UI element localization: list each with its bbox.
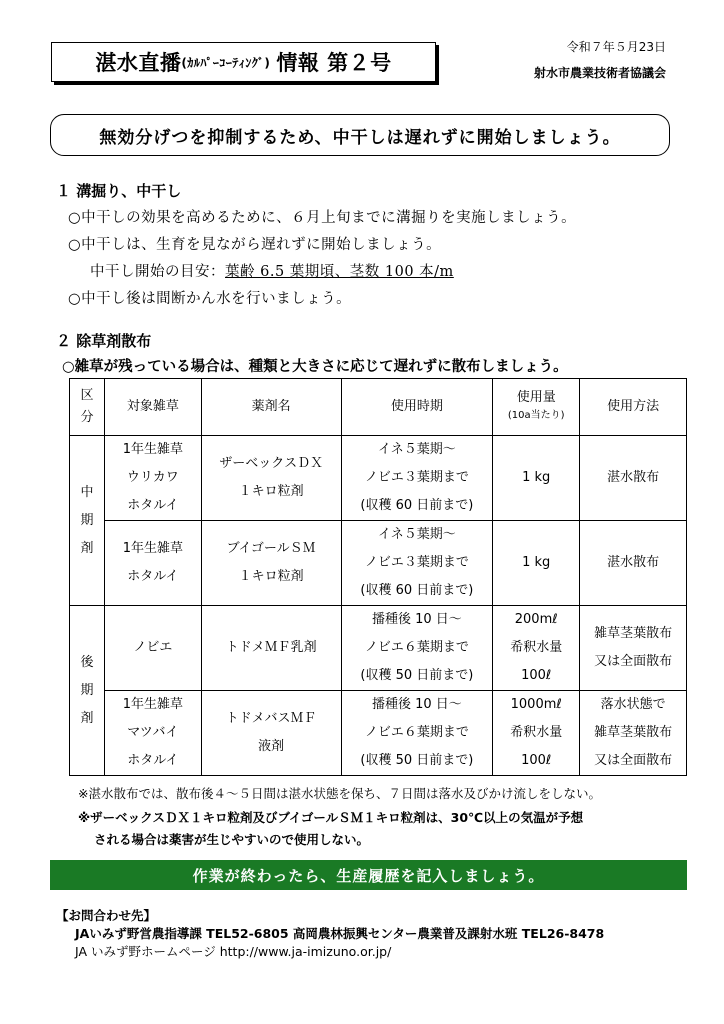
section1-line4: ○中干し後は間断かん水を行いましょう。: [68, 291, 352, 307]
table-row: [70, 606, 687, 691]
section1-line2: ○中干しは、生育を見ながら遅れずに開始しましょう。: [68, 237, 442, 253]
note-phytotoxicity-1: ※ザーベックスＤＸ１キロ粒剤及びブイゴールＳＭ１キロ粒剤は、30℃以上の気温が予想: [78, 810, 584, 825]
cell-method: 湛水散布: [580, 521, 687, 606]
cell-weeds: 1年生雑草 マツバイ ホタルイ: [104, 691, 201, 776]
group-label: 中期剤: [70, 436, 105, 606]
issue-date: 令和７年５月23日: [566, 40, 666, 54]
cell-amount: 1000mℓ 希釈水量 100ℓ: [493, 691, 580, 776]
page-title: [51, 42, 436, 82]
cell-weeds: 1年生雑草 ホタルイ: [104, 521, 201, 606]
contact-homepage: JA いみず野ホームページ http://www.ja-imizuno.or.jp/: [75, 944, 392, 959]
cell-chemical: ブイゴールＳＭ １キロ粒剤: [201, 521, 341, 606]
start-guide-value: 葉齢 6.5 葉期頃、茎数 100 本/m: [225, 264, 454, 280]
cell-method: 湛水散布: [580, 436, 687, 521]
cell-amount: 1 kg: [493, 521, 580, 606]
cell-chemical: ザーベックスＤＸ １キロ粒剤: [201, 436, 341, 521]
table-header-row: [70, 379, 687, 436]
table-row: [70, 691, 687, 776]
contact-phones: JAいみず野営農指導課 TEL52-6805 高岡農林振興センター農業普及課射水班 TEL26-8478: [75, 926, 605, 941]
cell-amount: 200mℓ 希釈水量 100ℓ: [493, 606, 580, 691]
title-paren: (ｶﾙﾊﾟｰｺｰﾃｨﾝｸﾞ): [181, 55, 271, 70]
herbicide-table: [69, 378, 687, 776]
title-rest: 情報 第２号: [276, 51, 392, 75]
col-category: 区分: [70, 379, 105, 436]
contact-heading: 【お問合わせ先】: [56, 908, 157, 923]
section2-lead: ○雑草が残っている場合は、種類と大きさに応じて遅れずに散布しましょう。: [62, 359, 568, 375]
table-row: [70, 436, 687, 521]
cell-chemical: トドメバスＭＦ 液剤: [201, 691, 341, 776]
cell-timing: イネ５葉期～ ノビエ３葉期まで (収穫 60 日前まで): [341, 436, 493, 521]
col-method: 使用方法: [580, 379, 687, 436]
cell-method: 雑草茎葉散布 又は全面散布: [580, 606, 687, 691]
col-amount: 使用量 (10a当たり): [493, 379, 580, 436]
cell-chemical: トドメＭＦ乳剤: [201, 606, 341, 691]
section1-heading: １ 溝掘り、中干し: [56, 182, 182, 200]
col-chemical: 薬剤名: [201, 379, 341, 436]
cell-weeds: ノビエ: [104, 606, 201, 691]
section2-heading: ２ 除草剤散布: [56, 332, 152, 350]
group-label: 後期剤: [70, 606, 105, 776]
cell-timing: イネ５葉期～ ノビエ３葉期まで (収穫 60 日前まで): [341, 521, 493, 606]
record-reminder-banner: 作業が終わったら、生産履歴を記入しましょう。: [50, 860, 687, 890]
headline-box: 無効分げつを抑制するため、中干しは遅れずに開始しましょう。: [50, 114, 670, 156]
organization: 射水市農業技術者協議会: [533, 66, 666, 80]
cell-method: 落水状態で 雑草茎葉散布 又は全面散布: [580, 691, 687, 776]
col-target-weeds: 対象雑草: [104, 379, 201, 436]
start-guide-label: 中干し開始の目安：: [90, 264, 225, 280]
col-timing: 使用時期: [341, 379, 493, 436]
section1-line3: [90, 260, 454, 281]
col-amount-unit: (10a当たり): [507, 410, 565, 421]
note-phytotoxicity-2: される場合は薬害が生じやすいので使用しない。: [94, 832, 370, 847]
title-main: 湛水直播: [95, 51, 182, 75]
table-row: [70, 521, 687, 606]
cell-amount: 1 kg: [493, 436, 580, 521]
cell-weeds: 1年生雑草 ウリカワ ホタルイ: [104, 436, 201, 521]
section1-line1: ○中干しの効果を高めるために、６月上旬までに溝掘りを実施しましょう。: [68, 210, 577, 226]
cell-timing: 播種後 10 日～ ノビエ６葉期まで (収穫 50 日前まで): [341, 606, 493, 691]
cell-timing: 播種後 10 日～ ノビエ６葉期まで (収穫 50 日前まで): [341, 691, 493, 776]
note-flooded-application: ※湛水散布では、散布後４～５日間は湛水状態を保ち、７日間は落水及びかけ流しをしない。: [78, 786, 601, 801]
